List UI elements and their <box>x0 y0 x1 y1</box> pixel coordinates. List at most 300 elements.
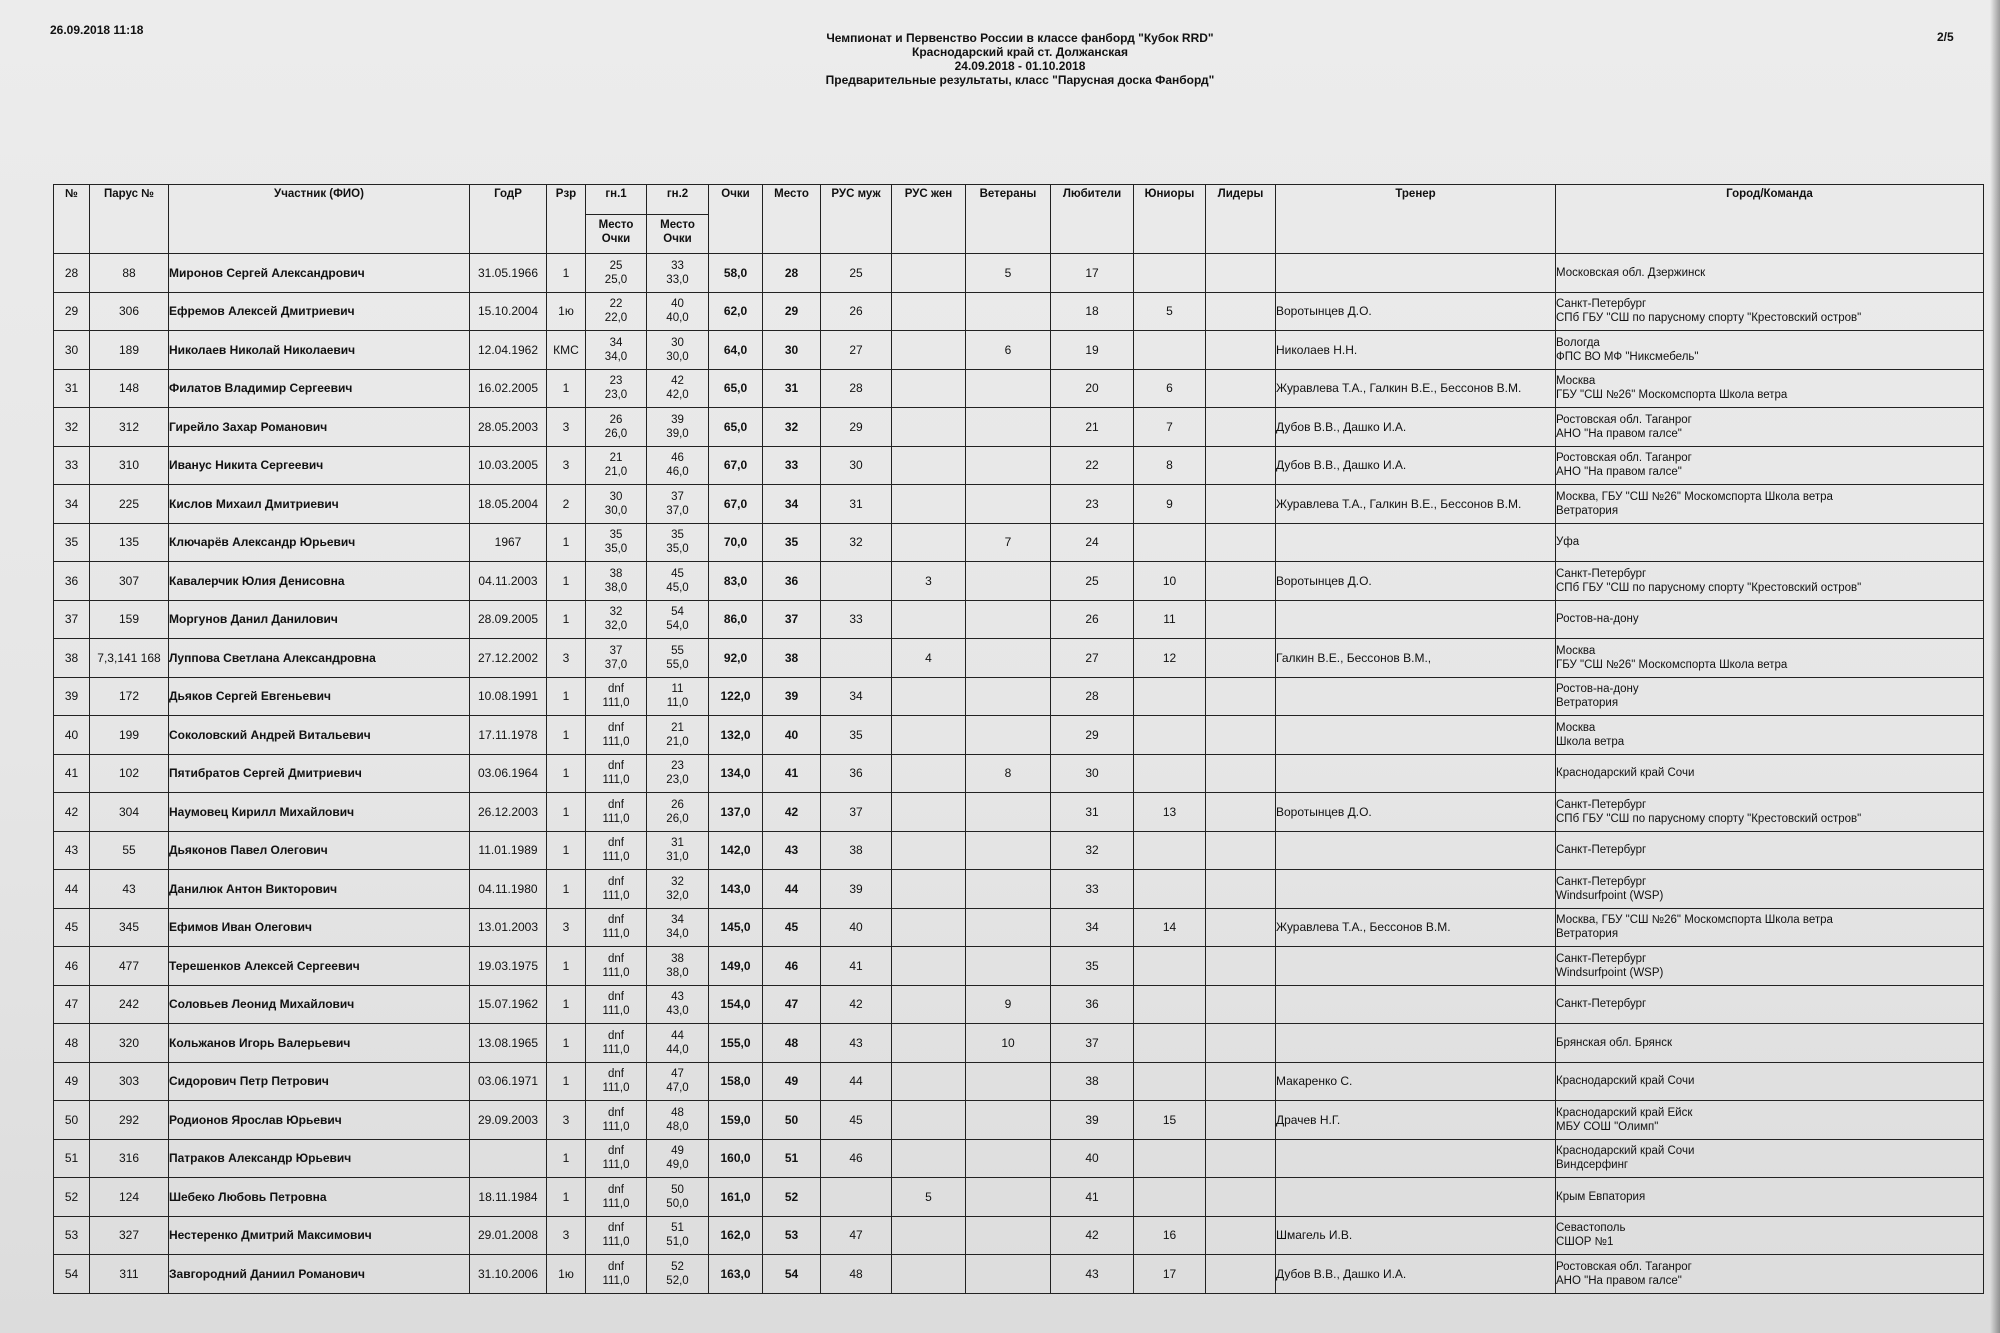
cell-leaders <box>1206 908 1276 947</box>
cell-sail: 345 <box>90 908 169 947</box>
cell-juniors: 13 <box>1134 793 1206 832</box>
cell-participant: Родионов Ярослав Юрьевич <box>169 1101 470 1140</box>
col-header-rus-men: РУС муж <box>821 185 892 254</box>
cell-juniors <box>1134 985 1206 1024</box>
cell-no: 39 <box>54 677 90 716</box>
cell-rank: 1 <box>547 1024 586 1063</box>
cell-juniors: 16 <box>1134 1216 1206 1255</box>
race-points: 34,0 <box>666 928 689 941</box>
race-points: 32,0 <box>666 889 689 902</box>
cell-race1 <box>586 639 647 678</box>
city-line: СПб ГБУ "СШ по парусному спорту "Крестовский остров" <box>1556 812 1862 825</box>
cell-coach <box>1276 716 1556 755</box>
cell-sail: 316 <box>90 1139 169 1178</box>
race-points: 111,0 <box>602 697 630 710</box>
city-line: Крым Евпатория <box>1556 1190 1646 1203</box>
cell-no: 47 <box>54 985 90 1024</box>
cell-juniors <box>1134 870 1206 909</box>
race-points: 111,0 <box>602 1120 630 1133</box>
cell-amateurs: 23 <box>1051 485 1134 524</box>
race-points: 46,0 <box>666 466 689 479</box>
cell-amateurs: 33 <box>1051 870 1134 909</box>
cell-participant: Луппова Светлана Александровна <box>169 639 470 678</box>
cell-rank: 3 <box>547 908 586 947</box>
cell-race1 <box>586 716 647 755</box>
cell-coach: Журавлева Т.А., Бессонов В.М. <box>1276 908 1556 947</box>
cell-participant: Николаев Николай Николаевич <box>169 331 470 370</box>
cell-veterans <box>966 1216 1051 1255</box>
race-place: dnf <box>608 1029 624 1042</box>
race-place: 34 <box>671 914 684 927</box>
race-points: 35,0 <box>604 543 628 556</box>
cell-points: 137,0 <box>709 793 763 832</box>
cell-rank: 3 <box>547 1216 586 1255</box>
race-place: 49 <box>671 1145 684 1158</box>
cell-city <box>1556 831 1984 870</box>
cell-race1 <box>586 1024 647 1063</box>
col-subheader-race2 <box>647 215 709 254</box>
cell-participant: Ефимов Иван Олегович <box>169 908 470 947</box>
cell-leaders <box>1206 947 1276 986</box>
cell-city <box>1556 369 1984 408</box>
cell-birth: 16.02.2005 <box>470 369 547 408</box>
cell-city <box>1556 600 1984 639</box>
cell-participant: Соколовский Андрей Витальевич <box>169 716 470 755</box>
cell-juniors: 15 <box>1134 1101 1206 1140</box>
cell-points: 62,0 <box>709 292 763 331</box>
cell-amateurs: 41 <box>1051 1178 1134 1217</box>
cell-juniors <box>1134 331 1206 370</box>
table-row <box>54 870 1984 909</box>
cell-points: 65,0 <box>709 369 763 408</box>
cell-coach: Воротынцев Д.О. <box>1276 562 1556 601</box>
race-place: 42 <box>671 375 684 388</box>
cell-veterans <box>966 831 1051 870</box>
cell-city <box>1556 793 1984 832</box>
cell-leaders <box>1206 408 1276 447</box>
col-header-veterans: Ветераны <box>966 185 1051 254</box>
cell-birth: 11.01.1989 <box>470 831 547 870</box>
cell-birth: 18.05.2004 <box>470 485 547 524</box>
cell-sail: 172 <box>90 677 169 716</box>
cell-place: 42 <box>763 793 821 832</box>
cell-sail: 292 <box>90 1101 169 1140</box>
table-row <box>54 369 1984 408</box>
cell-juniors <box>1134 1024 1206 1063</box>
cell-place: 46 <box>763 947 821 986</box>
race-place: 22 <box>609 298 623 311</box>
col-header-participant: Участник (ФИО) <box>169 185 470 254</box>
cell-rus-women <box>892 485 966 524</box>
cell-coach <box>1276 1178 1556 1217</box>
cell-rank: 1 <box>547 1062 586 1101</box>
race-points: 23,0 <box>666 774 689 787</box>
cell-city <box>1556 1101 1984 1140</box>
race-points: 31,0 <box>666 851 689 864</box>
city-line: Виндсерфинг <box>1556 1159 1629 1172</box>
cell-sail: 320 <box>90 1024 169 1063</box>
race-points: 111,0 <box>602 1236 630 1249</box>
race-place: 23 <box>609 375 623 388</box>
cell-veterans: 9 <box>966 985 1051 1024</box>
cell-no: 41 <box>54 754 90 793</box>
table-row <box>54 639 1984 678</box>
cell-city <box>1556 485 1984 524</box>
cell-coach <box>1276 754 1556 793</box>
race-points: 37,0 <box>666 504 689 517</box>
city-line: Ростов-на-дону <box>1556 613 1639 626</box>
race-points: 111,0 <box>602 851 630 864</box>
cell-birth: 17.11.1978 <box>470 716 547 755</box>
cell-race1 <box>586 562 647 601</box>
cell-no: 40 <box>54 716 90 755</box>
cell-veterans <box>966 1139 1051 1178</box>
cell-race1 <box>586 292 647 331</box>
cell-veterans <box>966 600 1051 639</box>
city-line: АНО "На правом галсе" <box>1556 1274 1682 1287</box>
cell-race2 <box>647 639 709 678</box>
race-place: 32 <box>671 875 684 888</box>
table-row <box>54 562 1984 601</box>
cell-participant: Филатов Владимир Сергеевич <box>169 369 470 408</box>
cell-rus-women: 3 <box>892 562 966 601</box>
cell-birth: 15.10.2004 <box>470 292 547 331</box>
race-points: 34,0 <box>604 350 628 363</box>
cell-rus-women <box>892 677 966 716</box>
cell-veterans <box>966 1255 1051 1294</box>
race-points: 47,0 <box>666 1082 689 1095</box>
cell-juniors: 7 <box>1134 408 1206 447</box>
cell-leaders <box>1206 870 1276 909</box>
cell-rank: 1 <box>547 947 586 986</box>
race-place: 46 <box>671 452 684 465</box>
cell-amateurs: 35 <box>1051 947 1134 986</box>
race-place: 45 <box>671 567 684 580</box>
cell-points: 67,0 <box>709 485 763 524</box>
cell-amateurs: 36 <box>1051 985 1134 1024</box>
race-points: 25,0 <box>604 273 628 286</box>
race-place: 54 <box>671 606 684 619</box>
col-header-sail: Парус № <box>90 185 169 254</box>
city-line: АНО "На правом галсе" <box>1556 427 1682 440</box>
cell-sail: 307 <box>90 562 169 601</box>
col-header-amateurs: Любители <box>1051 185 1134 254</box>
cell-city <box>1556 292 1984 331</box>
cell-juniors <box>1134 716 1206 755</box>
cell-race1 <box>586 369 647 408</box>
race-points: 32,0 <box>604 620 628 633</box>
cell-race1 <box>586 1216 647 1255</box>
cell-leaders <box>1206 331 1276 370</box>
cell-amateurs: 19 <box>1051 331 1134 370</box>
table-row <box>54 754 1984 793</box>
cell-no: 49 <box>54 1062 90 1101</box>
race-points: 111,0 <box>602 812 630 825</box>
race-place: 51 <box>671 1222 684 1235</box>
cell-birth: 04.11.1980 <box>470 870 547 909</box>
table-row <box>54 446 1984 485</box>
cell-veterans <box>966 870 1051 909</box>
col-subheader-race1 <box>586 215 647 254</box>
cell-race2 <box>647 1178 709 1217</box>
cell-race2 <box>647 1255 709 1294</box>
cell-points: 134,0 <box>709 754 763 793</box>
cell-amateurs: 20 <box>1051 369 1134 408</box>
cell-participant: Завгородний Даниил Романович <box>169 1255 470 1294</box>
cell-rus-men: 26 <box>821 292 892 331</box>
col-header-rank: Рзр <box>547 185 586 254</box>
cell-points: 122,0 <box>709 677 763 716</box>
cell-race2 <box>647 831 709 870</box>
cell-race1 <box>586 408 647 447</box>
cell-rus-men: 31 <box>821 485 892 524</box>
race-points: 33,0 <box>666 273 689 286</box>
cell-rus-men: 44 <box>821 1062 892 1101</box>
race-place: 55 <box>671 644 684 657</box>
cell-rus-men: 38 <box>821 831 892 870</box>
cell-place: 33 <box>763 446 821 485</box>
cell-veterans <box>966 908 1051 947</box>
race-place: 38 <box>609 567 623 580</box>
table-row <box>54 1062 1984 1101</box>
cell-rus-women <box>892 446 966 485</box>
city-line: МБУ СОШ "Олимп" <box>1556 1120 1659 1133</box>
cell-sail: 306 <box>90 292 169 331</box>
cell-birth: 19.03.1975 <box>470 947 547 986</box>
race-points: 111,0 <box>602 966 630 979</box>
cell-place: 45 <box>763 908 821 947</box>
cell-rus-men: 28 <box>821 369 892 408</box>
city-line: Санкт-Петербург <box>1556 998 1647 1011</box>
cell-race2 <box>647 985 709 1024</box>
cell-race1 <box>586 677 647 716</box>
city-line: ФПС ВО МФ "Никсмебель" <box>1556 350 1699 363</box>
cell-rus-men: 47 <box>821 1216 892 1255</box>
race-place: dnf <box>608 721 624 734</box>
cell-rank: КМС <box>547 331 586 370</box>
race-place: dnf <box>608 837 624 850</box>
cell-race1 <box>586 908 647 947</box>
cell-juniors: 14 <box>1134 908 1206 947</box>
cell-rus-men: 48 <box>821 1255 892 1294</box>
cell-rus-men: 45 <box>821 1101 892 1140</box>
race-points: 52,0 <box>666 1274 689 1287</box>
race-points: 54,0 <box>666 620 689 633</box>
cell-leaders <box>1206 1139 1276 1178</box>
cell-rank: 1ю <box>547 292 586 331</box>
cell-leaders <box>1206 754 1276 793</box>
cell-juniors <box>1134 677 1206 716</box>
race1-place-label: Место <box>598 219 634 231</box>
cell-race1 <box>586 331 647 370</box>
race-place: 47 <box>671 1068 684 1081</box>
cell-juniors: 11 <box>1134 600 1206 639</box>
city-line: Ветратория <box>1556 928 1619 941</box>
cell-city <box>1556 331 1984 370</box>
cell-rank: 2 <box>547 485 586 524</box>
race-points: 111,0 <box>602 1005 630 1018</box>
cell-rank: 3 <box>547 639 586 678</box>
cell-race1 <box>586 870 647 909</box>
race-points: 26,0 <box>666 812 689 825</box>
city-line: АНО "На правом галсе" <box>1556 466 1682 479</box>
table-row <box>54 254 1984 293</box>
col-header-birth: ГодР <box>470 185 547 254</box>
cell-juniors <box>1134 523 1206 562</box>
cell-no: 48 <box>54 1024 90 1063</box>
cell-coach <box>1276 254 1556 293</box>
cell-sail: 303 <box>90 1062 169 1101</box>
cell-veterans <box>966 716 1051 755</box>
city-line: Вологда <box>1556 336 1600 349</box>
cell-rank: 1ю <box>547 1255 586 1294</box>
cell-birth: 28.09.2005 <box>470 600 547 639</box>
cell-points: 160,0 <box>709 1139 763 1178</box>
cell-no: 43 <box>54 831 90 870</box>
print-timestamp: 26.09.2018 11:18 <box>50 23 144 37</box>
race-place: dnf <box>608 914 624 927</box>
cell-coach: Макаренко С. <box>1276 1062 1556 1101</box>
race-points: 23,0 <box>604 389 628 402</box>
cell-sail: 225 <box>90 485 169 524</box>
race-place: 21 <box>609 452 623 465</box>
cell-rus-men: 32 <box>821 523 892 562</box>
cell-city <box>1556 677 1984 716</box>
cell-place: 30 <box>763 331 821 370</box>
cell-no: 36 <box>54 562 90 601</box>
cell-rank: 1 <box>547 870 586 909</box>
cell-rank: 1 <box>547 793 586 832</box>
race-place: 39 <box>671 413 684 426</box>
cell-participant: Нестеренко Дмитрий Максимович <box>169 1216 470 1255</box>
race1-points-label: Очки <box>601 233 631 245</box>
race-points: 43,0 <box>666 1005 689 1018</box>
cell-rus-women <box>892 369 966 408</box>
race-points: 111,0 <box>602 928 630 941</box>
race-points: 22,0 <box>604 312 628 325</box>
table-row <box>54 716 1984 755</box>
cell-amateurs: 17 <box>1051 254 1134 293</box>
cell-race1 <box>586 523 647 562</box>
cell-points: 162,0 <box>709 1216 763 1255</box>
cell-coach <box>1276 523 1556 562</box>
cell-veterans <box>966 408 1051 447</box>
cell-coach: Шмагель И.В. <box>1276 1216 1556 1255</box>
cell-points: 132,0 <box>709 716 763 755</box>
race-place: dnf <box>608 1183 624 1196</box>
cell-points: 149,0 <box>709 947 763 986</box>
cell-participant: Дьяков Сергей Евгеньевич <box>169 677 470 716</box>
race-place: 52 <box>671 1260 684 1273</box>
cell-no: 52 <box>54 1178 90 1217</box>
cell-sail: 242 <box>90 985 169 1024</box>
cell-leaders <box>1206 639 1276 678</box>
cell-coach <box>1276 870 1556 909</box>
cell-leaders <box>1206 369 1276 408</box>
cell-race2 <box>647 754 709 793</box>
cell-race2 <box>647 1101 709 1140</box>
city-line: Москва, ГБУ "СШ №26" Москомспорта Школа ветра <box>1556 914 1833 927</box>
race-points: 111,0 <box>602 1159 630 1172</box>
cell-race1 <box>586 754 647 793</box>
cell-sail: 312 <box>90 408 169 447</box>
cell-rank: 1 <box>547 1139 586 1178</box>
cell-race2 <box>647 292 709 331</box>
cell-coach <box>1276 985 1556 1024</box>
cell-points: 142,0 <box>709 831 763 870</box>
cell-race2 <box>647 947 709 986</box>
cell-veterans <box>966 562 1051 601</box>
cell-city <box>1556 1216 1984 1255</box>
cell-points: 154,0 <box>709 985 763 1024</box>
cell-rus-women <box>892 754 966 793</box>
cell-place: 35 <box>763 523 821 562</box>
cell-no: 37 <box>54 600 90 639</box>
cell-birth: 15.07.1962 <box>470 985 547 1024</box>
cell-veterans: 5 <box>966 254 1051 293</box>
race-points: 111,0 <box>602 1274 630 1287</box>
cell-place: 39 <box>763 677 821 716</box>
cell-participant: Моргунов Данил Данилович <box>169 600 470 639</box>
cell-rank: 1 <box>547 677 586 716</box>
cell-participant: Ефремов Алексей Дмитриевич <box>169 292 470 331</box>
race-place: 50 <box>671 1183 684 1196</box>
cell-participant: Патраков Александр Юрьевич <box>169 1139 470 1178</box>
cell-points: 159,0 <box>709 1101 763 1140</box>
city-line: ГБУ "СШ №26" Москомспорта Школа ветра <box>1556 658 1788 671</box>
cell-place: 51 <box>763 1139 821 1178</box>
cell-veterans: 7 <box>966 523 1051 562</box>
cell-no: 54 <box>54 1255 90 1294</box>
heading-line-venue: Краснодарский край ст. Должанская <box>912 45 1128 59</box>
city-line: Школа ветра <box>1556 735 1625 748</box>
cell-rus-women <box>892 1062 966 1101</box>
cell-race1 <box>586 1139 647 1178</box>
race-points: 38,0 <box>604 581 628 594</box>
race-place: 48 <box>671 1106 684 1119</box>
cell-city <box>1556 947 1984 986</box>
cell-place: 50 <box>763 1101 821 1140</box>
cell-rank: 1 <box>547 831 586 870</box>
cell-amateurs: 28 <box>1051 677 1134 716</box>
cell-participant: Данилюк Антон Викторович <box>169 870 470 909</box>
cell-participant: Терешенков Алексей Сергеевич <box>169 947 470 986</box>
city-line: Брянская обл. Брянск <box>1556 1036 1672 1049</box>
city-line: Ростовская обл. Таганрог <box>1556 413 1692 426</box>
cell-juniors <box>1134 1139 1206 1178</box>
cell-coach: Драчев Н.Г. <box>1276 1101 1556 1140</box>
cell-no: 30 <box>54 331 90 370</box>
cell-no: 53 <box>54 1216 90 1255</box>
cell-rus-men <box>821 1178 892 1217</box>
cell-race2 <box>647 870 709 909</box>
cell-rank: 1 <box>547 1178 586 1217</box>
table-row <box>54 523 1984 562</box>
cell-rus-men: 37 <box>821 793 892 832</box>
table-row <box>54 831 1984 870</box>
race-points: 111,0 <box>602 774 630 787</box>
cell-leaders <box>1206 1024 1276 1063</box>
table-row <box>54 1101 1984 1140</box>
cell-birth: 29.09.2003 <box>470 1101 547 1140</box>
col-header-juniors: Юниоры <box>1134 185 1206 254</box>
race-place: 23 <box>671 760 684 773</box>
race-place: dnf <box>608 1222 624 1235</box>
city-line: Санкт-Петербург <box>1556 844 1647 857</box>
cell-points: 145,0 <box>709 908 763 947</box>
city-line: Москва <box>1556 375 1596 388</box>
cell-birth: 12.04.1962 <box>470 331 547 370</box>
